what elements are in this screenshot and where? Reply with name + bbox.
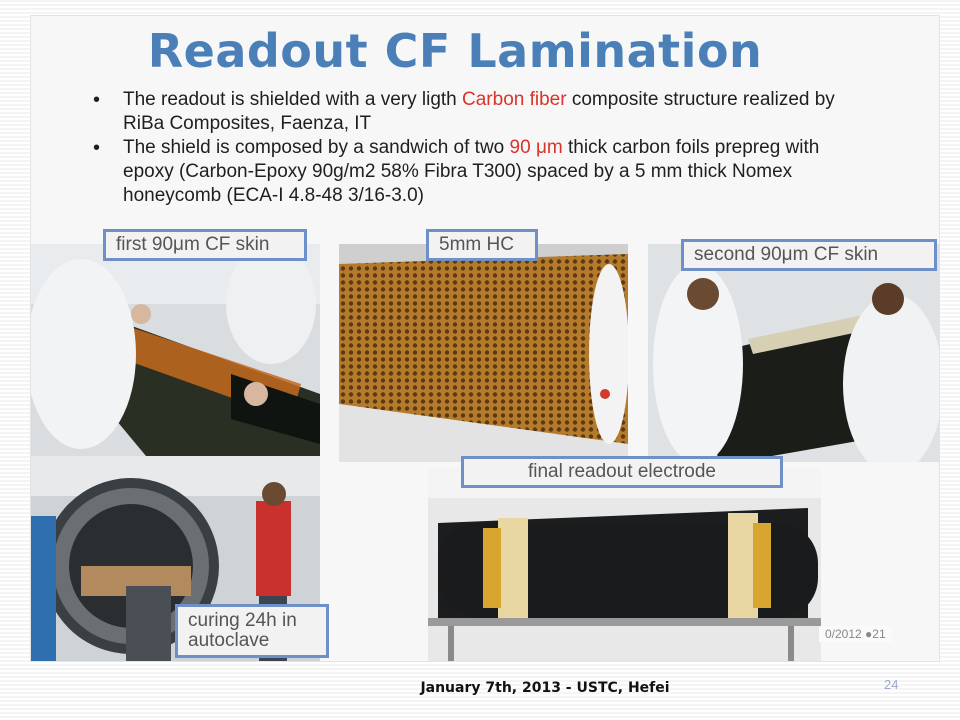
- bullet-2: • The shield is composed by a sandwich of two 90 μm thick carbon foils prepreg with epoxy (Carbon-Epoxy 90g/m2 58% Fibra T300) spaced by a 5 mm thick Nomex honeycomb (ECA-I 4.8-48 3/16-3.0): [93, 136, 853, 208]
- bullet-list: [93, 88, 853, 208]
- photo-final-electrode: [428, 468, 821, 661]
- caption-curing: curing 24h in autoclave: [175, 604, 329, 658]
- caption-honeycomb: 5mm HC: [426, 229, 538, 261]
- embedded-slide-number: 0/2012 ●21: [819, 626, 892, 642]
- footer-date: January 7th, 2013 - USTC, Hefei: [420, 680, 670, 696]
- photo-first-skin: [31, 244, 320, 462]
- photo-second-skin: [648, 244, 939, 462]
- caption-final-electrode: final readout electrode: [461, 456, 783, 488]
- highlight-carbon-fiber: Carbon fiber: [462, 89, 567, 110]
- slide-frame: [30, 15, 940, 662]
- caption-second-skin: second 90μm CF skin: [681, 239, 937, 271]
- slide-title: Readout CF Lamination: [147, 24, 763, 78]
- photo-honeycomb: [339, 244, 628, 462]
- highlight-90um: 90 μm: [509, 137, 563, 158]
- caption-first-skin: first 90μm CF skin: [103, 229, 307, 261]
- page-number: 24: [884, 677, 899, 692]
- bullet-1: • The readout is shielded with a very ligth Carbon fiber composite structure realized by RiBa Composites, Faenza, IT: [93, 88, 853, 136]
